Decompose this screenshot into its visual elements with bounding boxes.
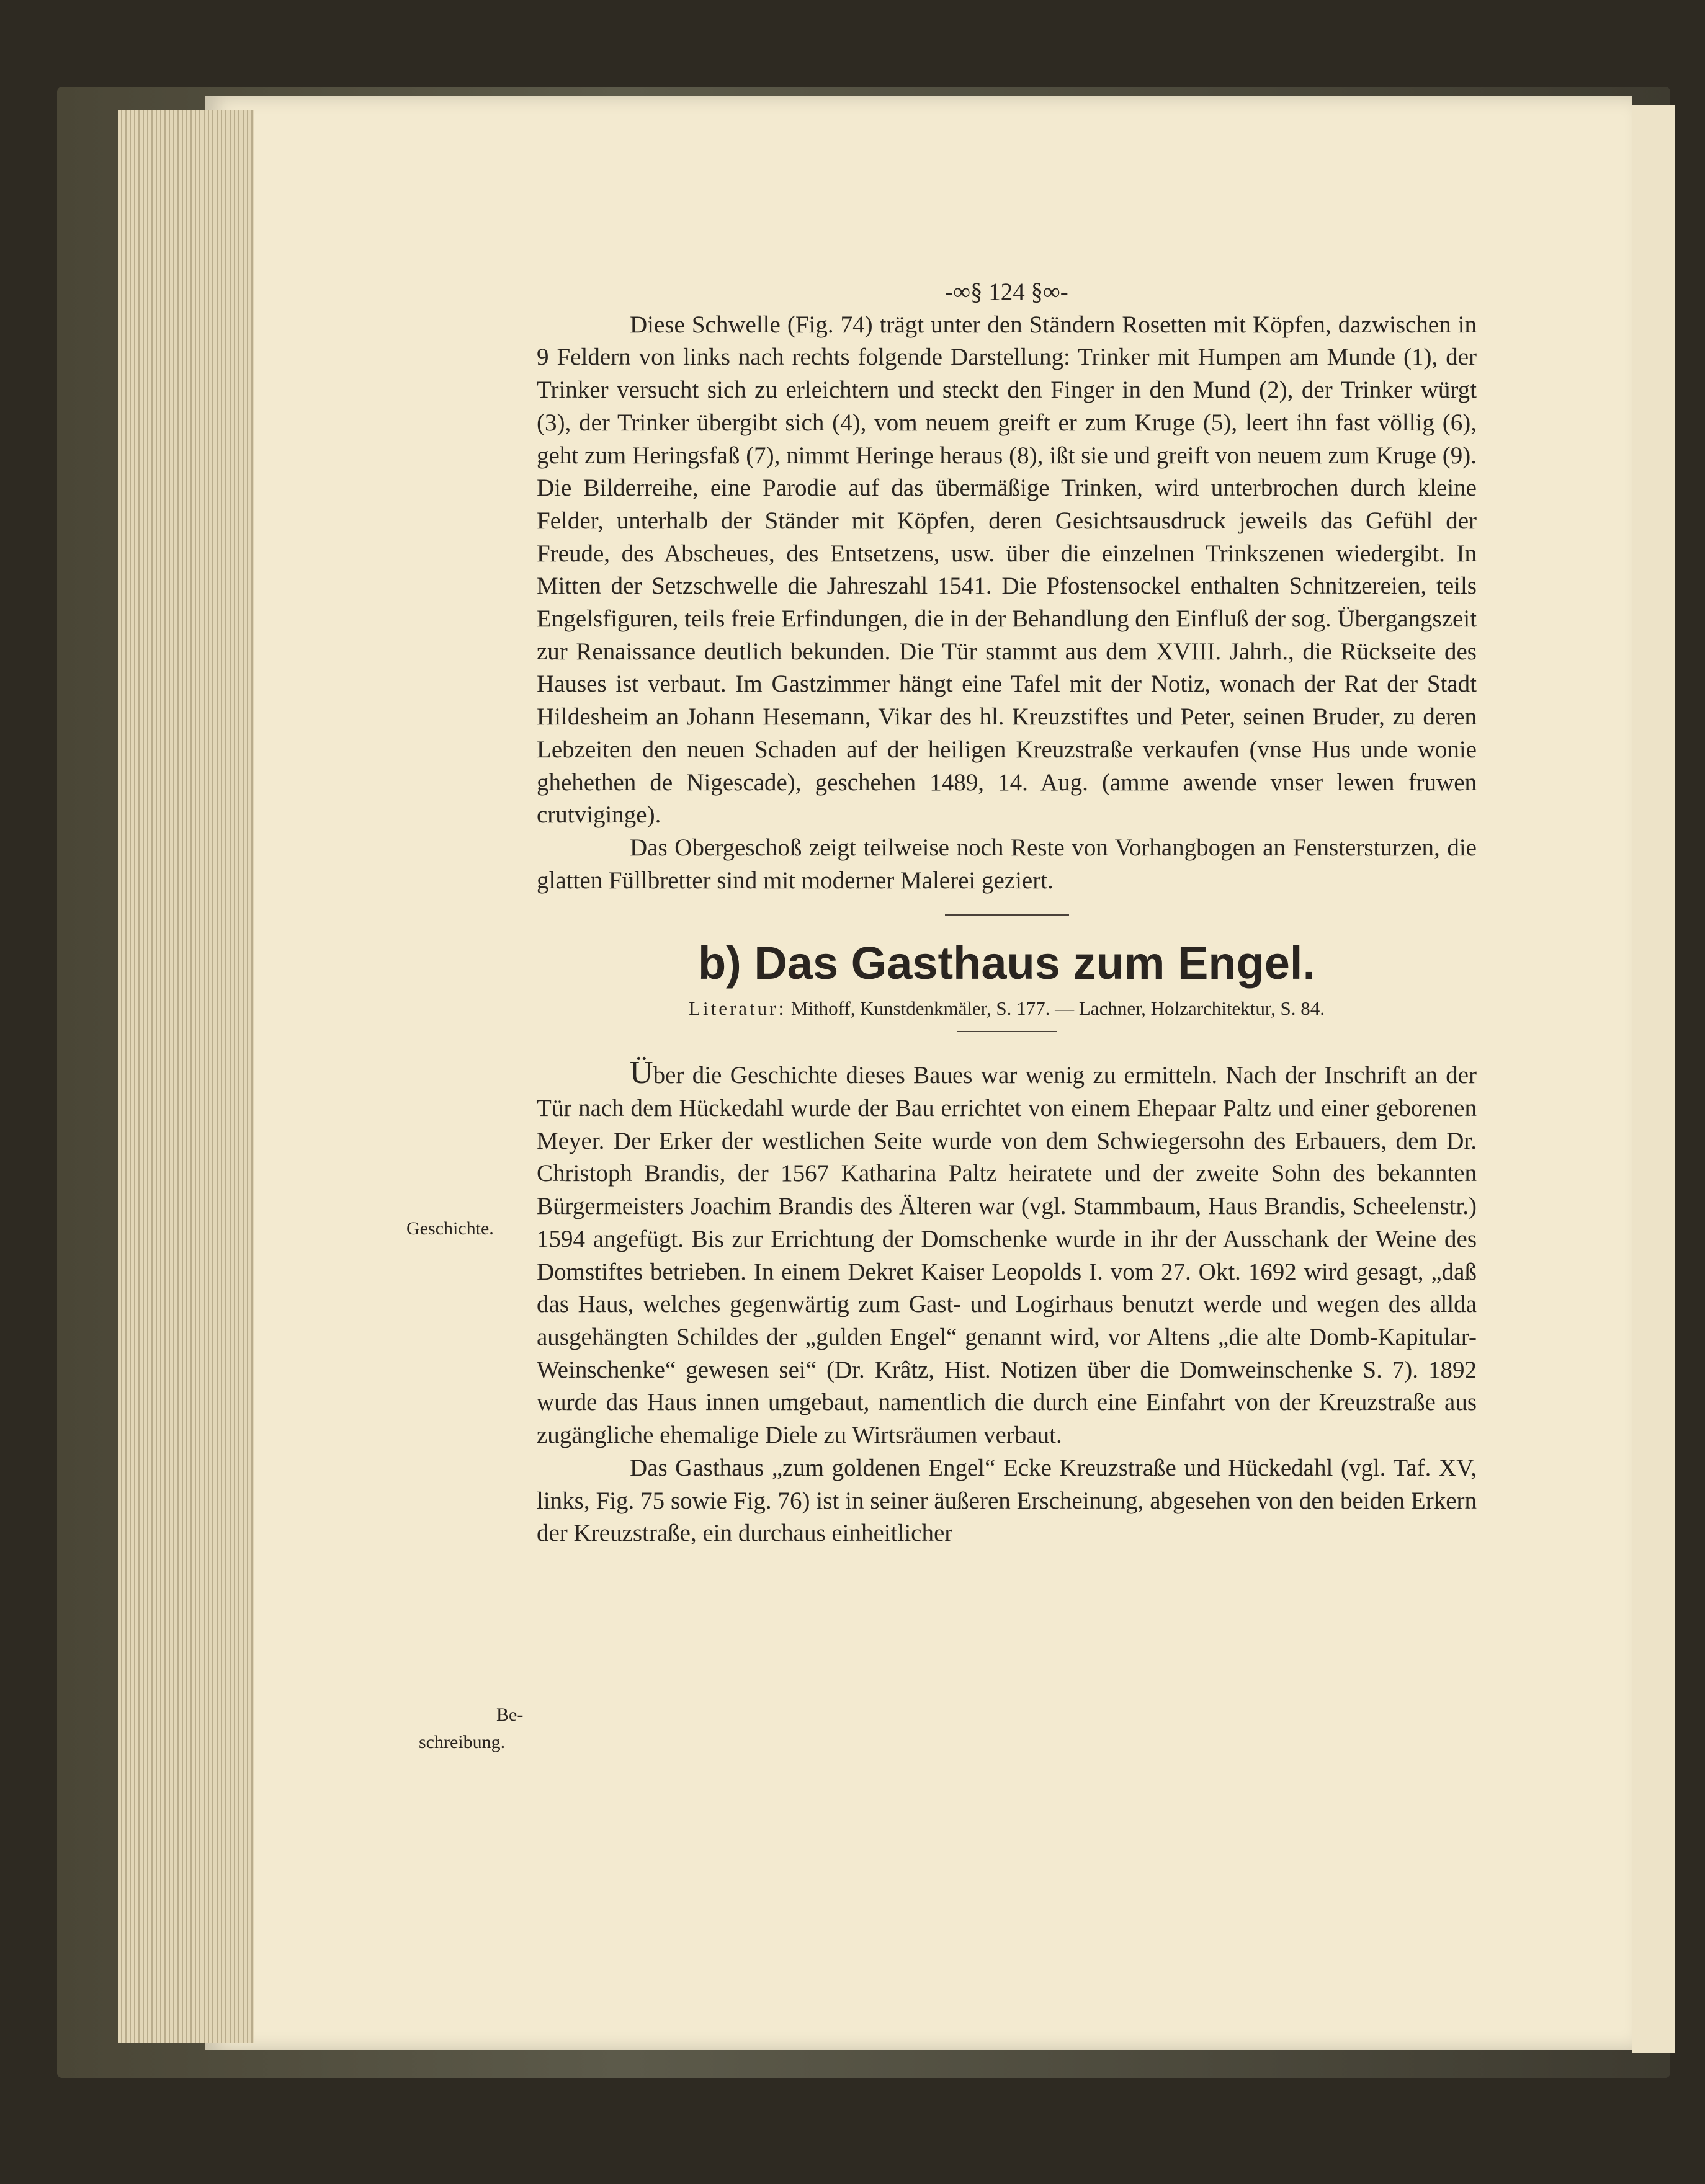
page-number: 124 — [988, 279, 1025, 305]
literature-text: Mithoff, Kunstdenkmäler, S. 177. — Lachner, Holzarchitektur, S. 84. — [790, 997, 1325, 1020]
paragraph-4: Das Gasthaus „zum goldenen Engel“ Ecke Kreuzstraße und Hückedahl (vgl. Taf. XV, links, Fig. 75 sowie Fig. 76) ist in seiner äußeren Erscheinung, abgesehen von den beiden Erkern der Kreuzstraße, ein durchaus einheitlicher — [537, 1454, 1477, 1547]
page-number-ornament-right: §∞- — [1031, 279, 1068, 305]
paragraph-2: Das Obergeschoß zeigt teilweise noch Reste von Vorhangbogen an Fenstersturzen, die glatten Füllbretter sind mit moderner Malerei geziert. — [537, 834, 1477, 894]
paragraph-1: Diese Schwelle (Fig. 74) trägt unter den Ständern Rosetten mit Köpfen, dazwischen in 9 Feldern von links nach rechts folgende Darstellung: Trinker mit Humpen am Munde (1), der Trinker versucht sich zu erleichtern und steckt den Finger in den Mund (2), der Trinker würgt (3), der Trinker übergibt sich (4), vom neuem greift er zum Kruge (5), leert ihn fast völlig (6), geht zum Heringsfaß (7), nimmt Heringe heraus (8), ißt sie und greift von neuem zum Kruge (9). Die Bilderreihe, eine Parodie auf das übermäßige Trinken, wird unterbrochen durch kleine Felder, unterhalb der Ständer mit Köpfen, deren Gesichtsausdruck jeweils das Gefühl der Freude, des Abscheues, des Entsetzens, usw. über die einzelnen Trinkszenen wiedergibt. In Mitten der Setzschwelle die Jahreszahl 1541. Die Pfostensockel enthalten Schnitzereien, teils Engelsfiguren, teils freie Erfindungen, die in der Behandlung den Einfluß der sog. Übergangszeit zur Renaissance deutlich bekunden. Die Tür stammt aus dem XVIII. Jahrh., die Rückseite des Hauses ist verbaut. Im Gastzimmer hängt eine Tafel mit der Notiz, wonach der Rat der Stadt Hildesheim an Johann Hesemann, Vikar des hl. Kreuzstiftes und Peter, seinen Bruder, zu deren Lebzeiten den neuen Schaden auf der heiligen Kreuzstraße verkaufen (vnse Hus unde wonie ghehethen de Nigescade), geschehen 1489, 14. Aug. (amme awende vnser lewen fruwen crutviginge). — [537, 311, 1477, 829]
margin-note-beschreibung-2: schreibung. — [419, 1732, 506, 1752]
margin-note-geschichte: Geschichte. — [406, 1218, 494, 1239]
page-edges — [118, 110, 254, 2043]
literature-label: Literatur: — [689, 997, 787, 1020]
section-divider-top — [945, 914, 1069, 916]
paragraph-3: Über die Geschichte dieses Baues war wenig zu ermitteln. Nach der Inschrift an der Tür nach dem Hückedahl wurde der Bau errichtet von einem Ehepaar Paltz und einer geborenen Meyer. Der Erker der westlichen Seite wurde von dem Schwiegersohn des Erbauers, dem Dr. Christoph Brandis, der 1567 Katharina Paltz heiratete und der zweite Sohn des bekannten Bürgermeisters Joachim Brandis des Älteren war (vgl. Stammbaum, Haus Brandis, Scheelenstr.) 1594 angefügt. Bis zur Errichtung der Domschenke wurde in ihr der Ausschank der Weine des Domstiftes betrieben. In einem Dekret Kaiser Leopolds I. vom 27. Okt. 1692 wird gesagt, „daß das Haus, welches gegenwärtig zum Gast- und Logirhaus benutzt werde und wegen des allda ausgehängten Schildes der „gulden Engel“ genannt wird, vor Altens „die alte Domb-Kapitular-Weinschenke“ gewesen sei“ (Dr. Krâtz, Hist. Notizen über die Domweinschenke S. 7). 1892 wurde das Haus innen umgebaut, namentlich die durch eine Einfahrt von der Kreuzstraße aus zugängliche ehemalige Diele zu Wirtsräumen verbaut. — [537, 1055, 1477, 1449]
page-number-line — [537, 276, 1477, 309]
section-heading: b) Das Gasthaus zum Engel. — [697, 937, 1316, 989]
literature-line — [537, 995, 1477, 1022]
text-column — [537, 276, 1477, 1550]
next-page-edge — [1632, 105, 1675, 2053]
page-number-ornament-left: -∞§ — [945, 279, 983, 305]
margin-note-beschreibung-1: Be- — [496, 1705, 524, 1725]
section-divider-bottom — [957, 1031, 1057, 1032]
